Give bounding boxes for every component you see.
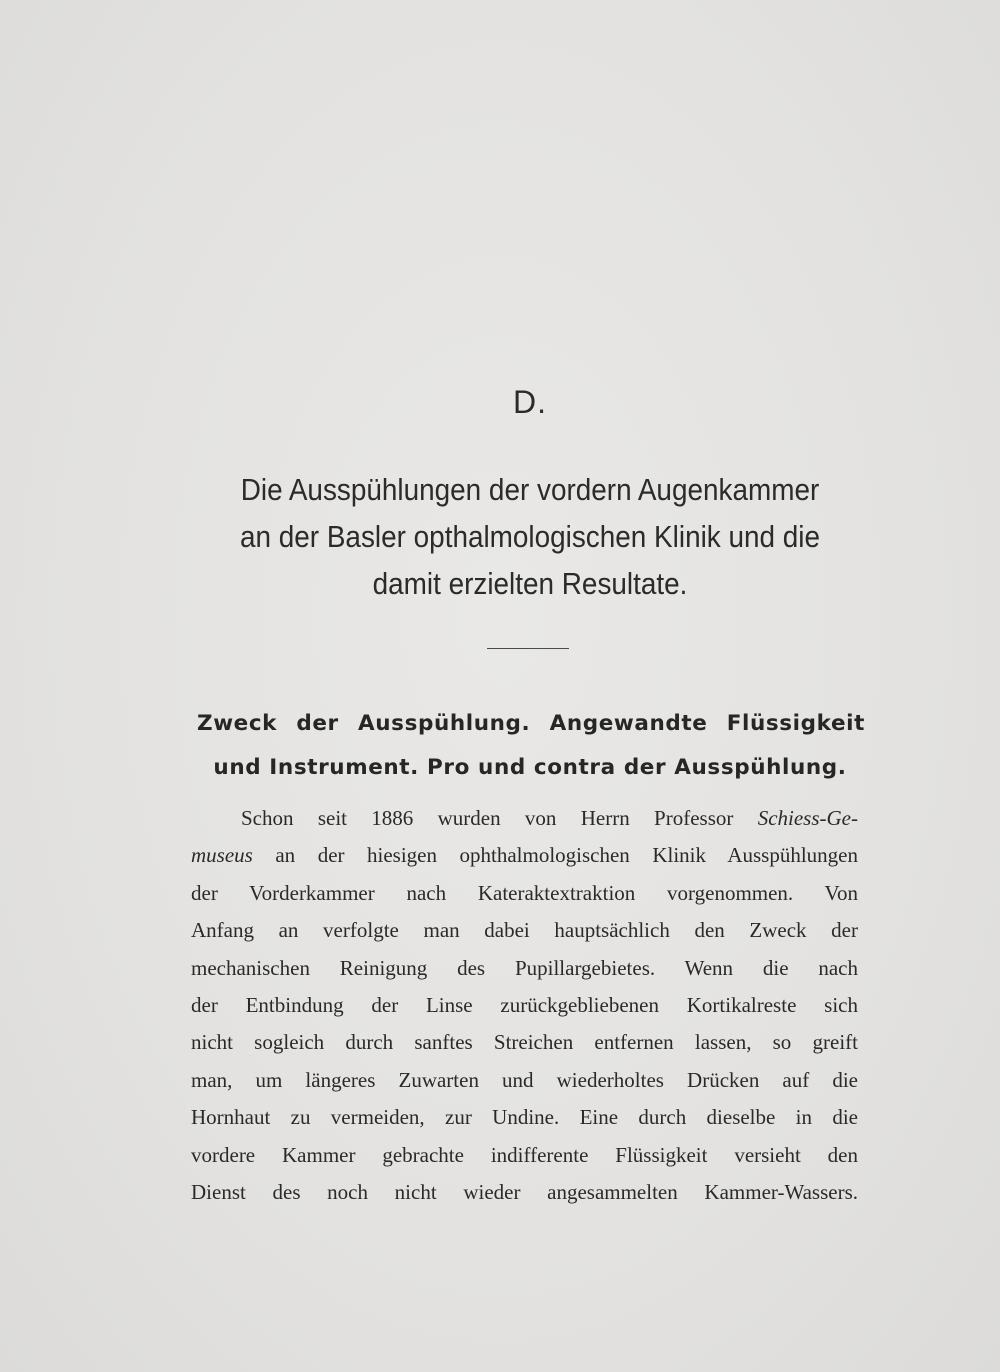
title-divider-rule (487, 648, 569, 649)
section-heading-line-1: Zweck der Ausspühlung. Angewandte Flüssigkeit (197, 711, 865, 736)
body-paragraph (191, 800, 858, 1211)
section-heading-line-2: und Instrument. Pro und contra der Ausspühlung. (213, 755, 847, 780)
body-line: der Entbindung der Linse zurückgebliebenen Kortikalreste sich (191, 993, 858, 1018)
body-line: der Vorderkammer nach Kateraktextraktion vorgenommen. Von (191, 880, 858, 905)
section-heading (185, 702, 875, 790)
body-line (191, 837, 858, 874)
body-line: nicht sogleich durch sanftes Streichen entfernen lassen, so greift (191, 1030, 858, 1055)
chapter-title-line-3: damit erzielten Resultate. (372, 566, 688, 601)
body-text-run: an der hiesigen ophthalmologischen Klinik Ausspühlungen (275, 843, 858, 868)
body-line: Anfang an verfolgte man dabei hauptsächlich den Zweck der (191, 918, 858, 943)
chapter-title-line-1: Die Ausspühlungen der vordern Augenkammer (240, 472, 820, 507)
body-line: Dienst des noch nicht wieder angesammelten Kammer-Wassers. (191, 1180, 858, 1205)
body-text-run: Schon seit 1886 wurden von Herrn Professor (241, 806, 734, 830)
chapter-title (188, 466, 872, 607)
author-name-italic: museus (191, 843, 253, 868)
body-line: Hornhaut zu vermeiden, zur Undine. Eine durch dieselbe in die (191, 1105, 858, 1130)
body-line (191, 800, 858, 837)
author-name-italic: Schiess-Ge- (757, 806, 858, 830)
body-line: man, um längeres Zuwarten und wiederholtes Drücken auf die (191, 1067, 858, 1092)
body-line: mechanischen Reinigung des Pupillargebietes. Wenn die nach (191, 955, 858, 980)
chapter-title-line-2: an der Basler opthalmologischen Klinik und die (239, 519, 821, 554)
body-line: vordere Kammer gebrachte indifferente Flüssigkeit versieht den (191, 1142, 858, 1167)
section-letter: D. (513, 384, 547, 420)
